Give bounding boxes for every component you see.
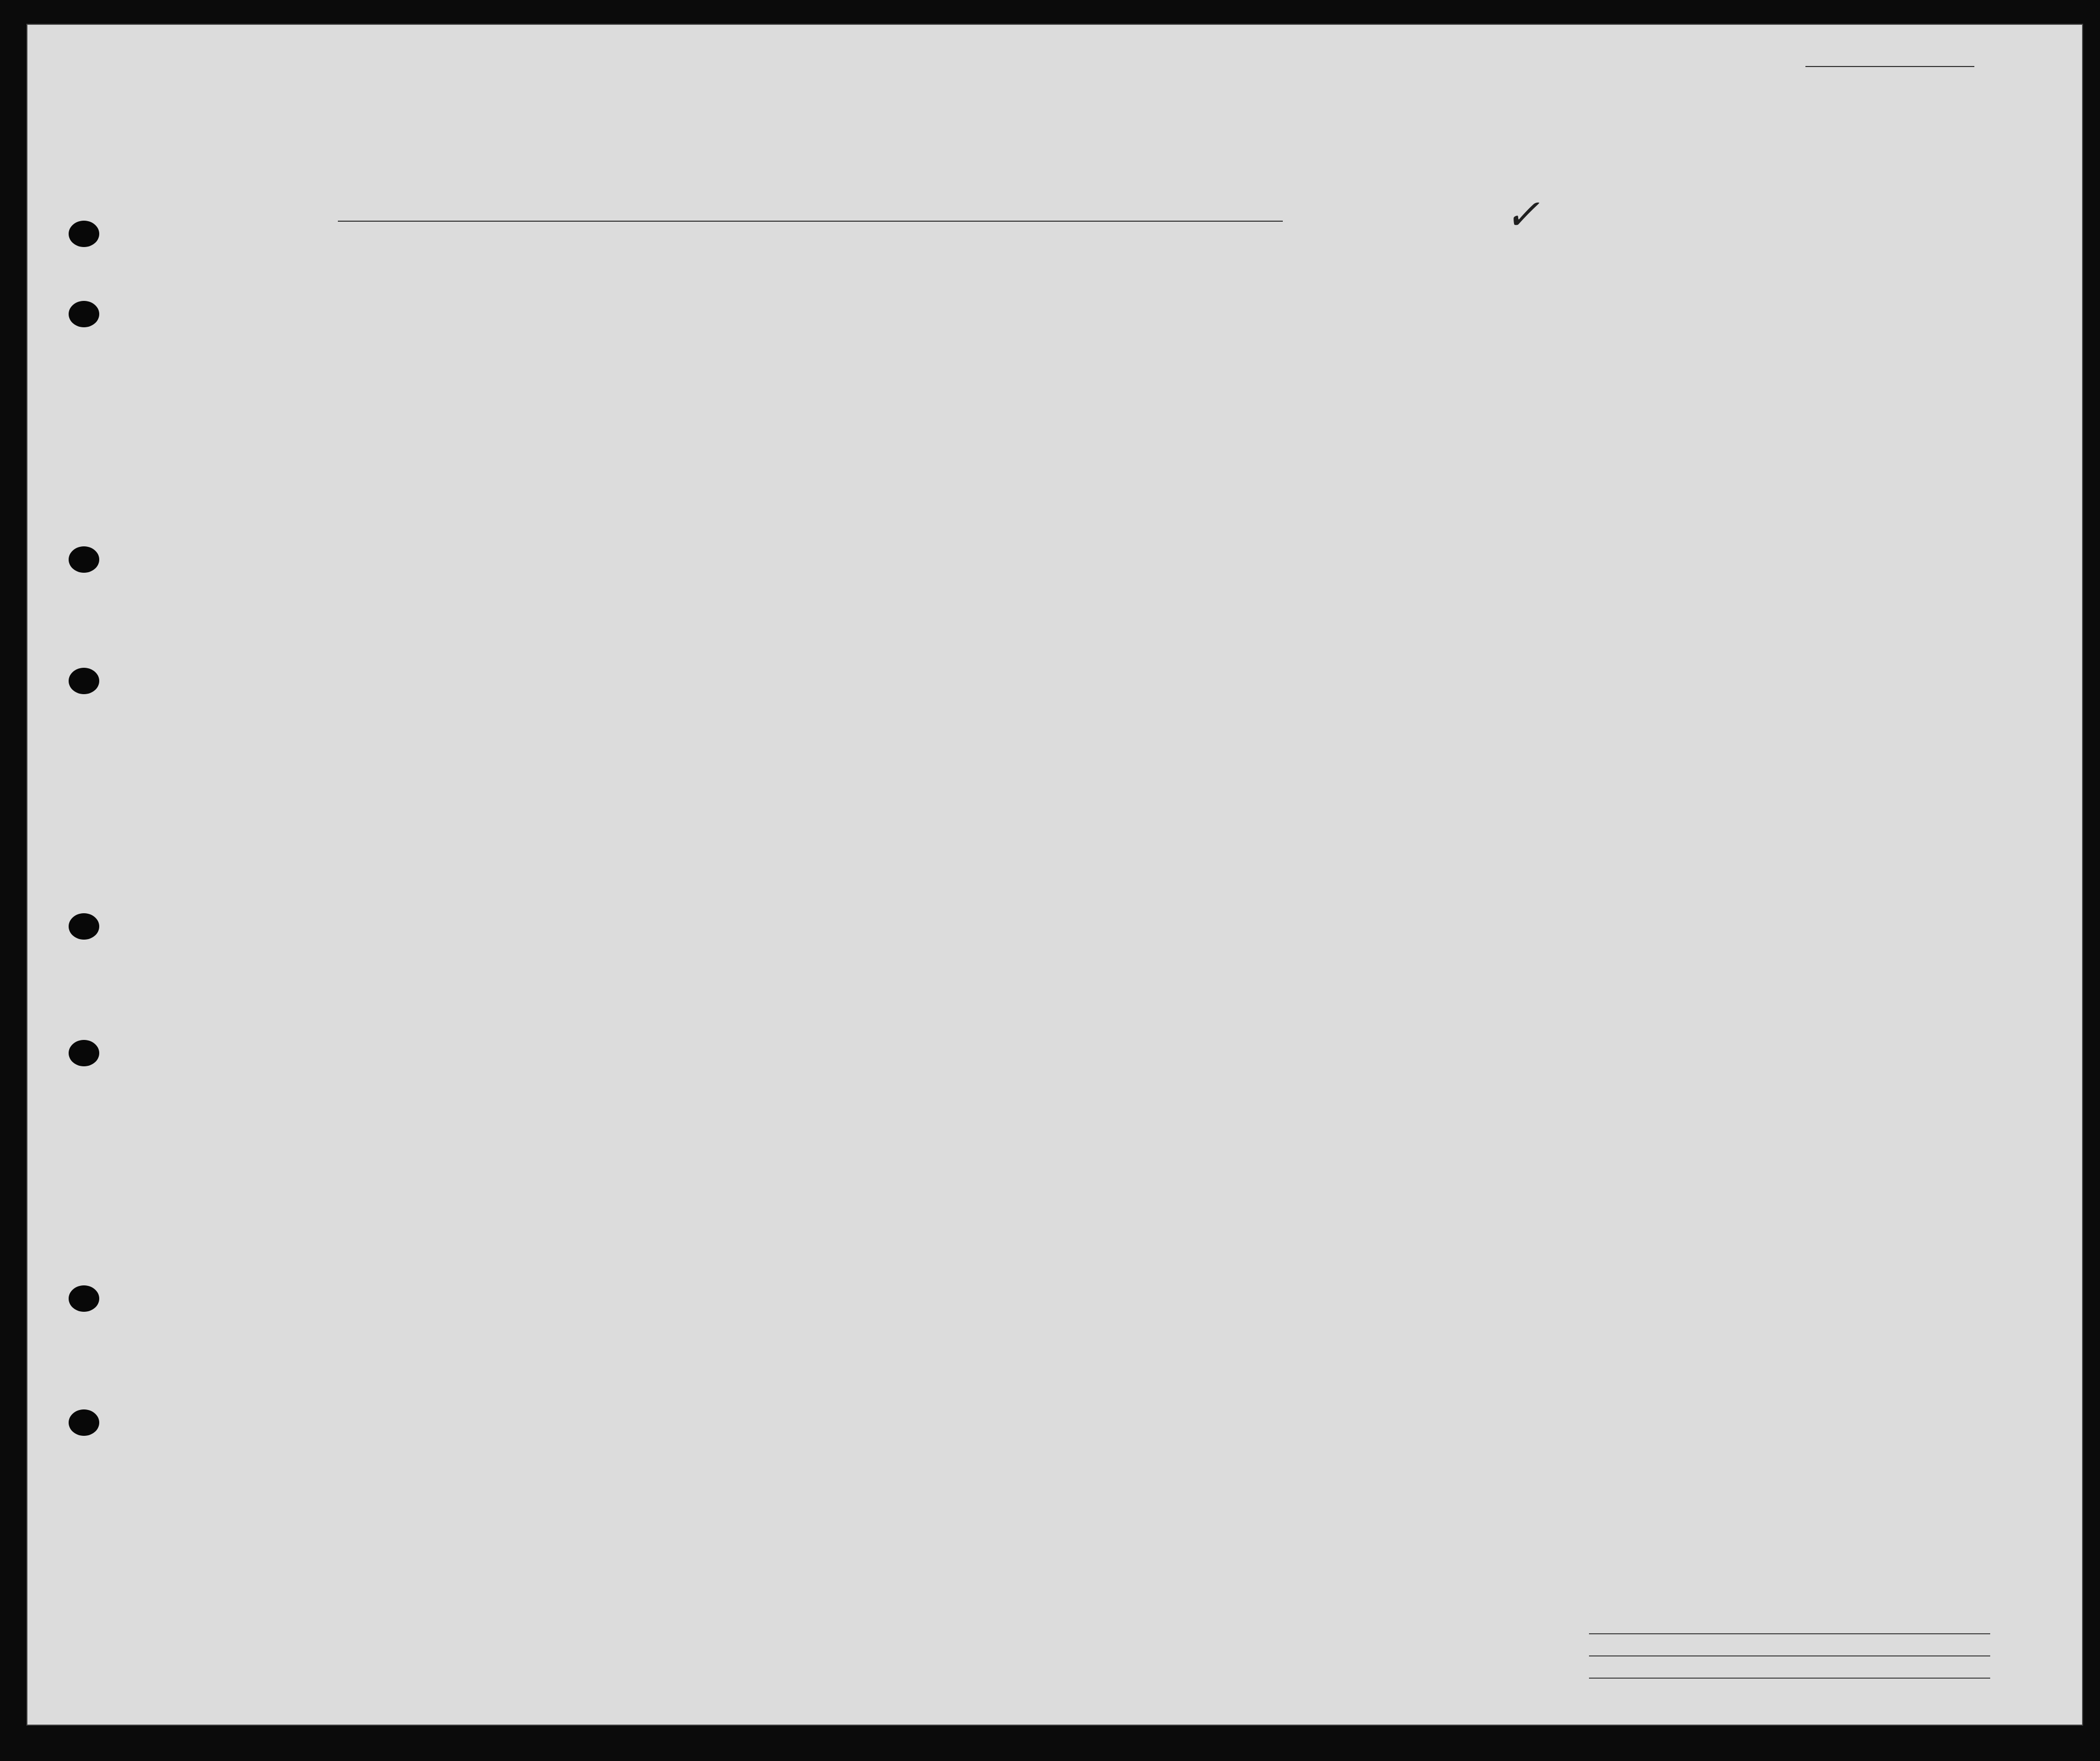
punch-hole (69, 913, 99, 940)
manifest-sheet (26, 24, 2083, 1726)
punch-hole (69, 1040, 99, 1066)
line-field (1589, 1633, 1990, 1634)
local-agents-field (1589, 1678, 1990, 1679)
punch-hole (69, 668, 99, 694)
check-mark-icon: ✓ (1505, 190, 1540, 239)
punch-hole (69, 221, 99, 247)
punch-hole (69, 1409, 99, 1436)
owners-field (1589, 1655, 1990, 1656)
punch-hole (69, 546, 99, 573)
punch-hole (69, 1285, 99, 1312)
list-underline (1805, 66, 1974, 67)
arriving-underline (338, 221, 1283, 222)
punch-hole (69, 301, 99, 327)
